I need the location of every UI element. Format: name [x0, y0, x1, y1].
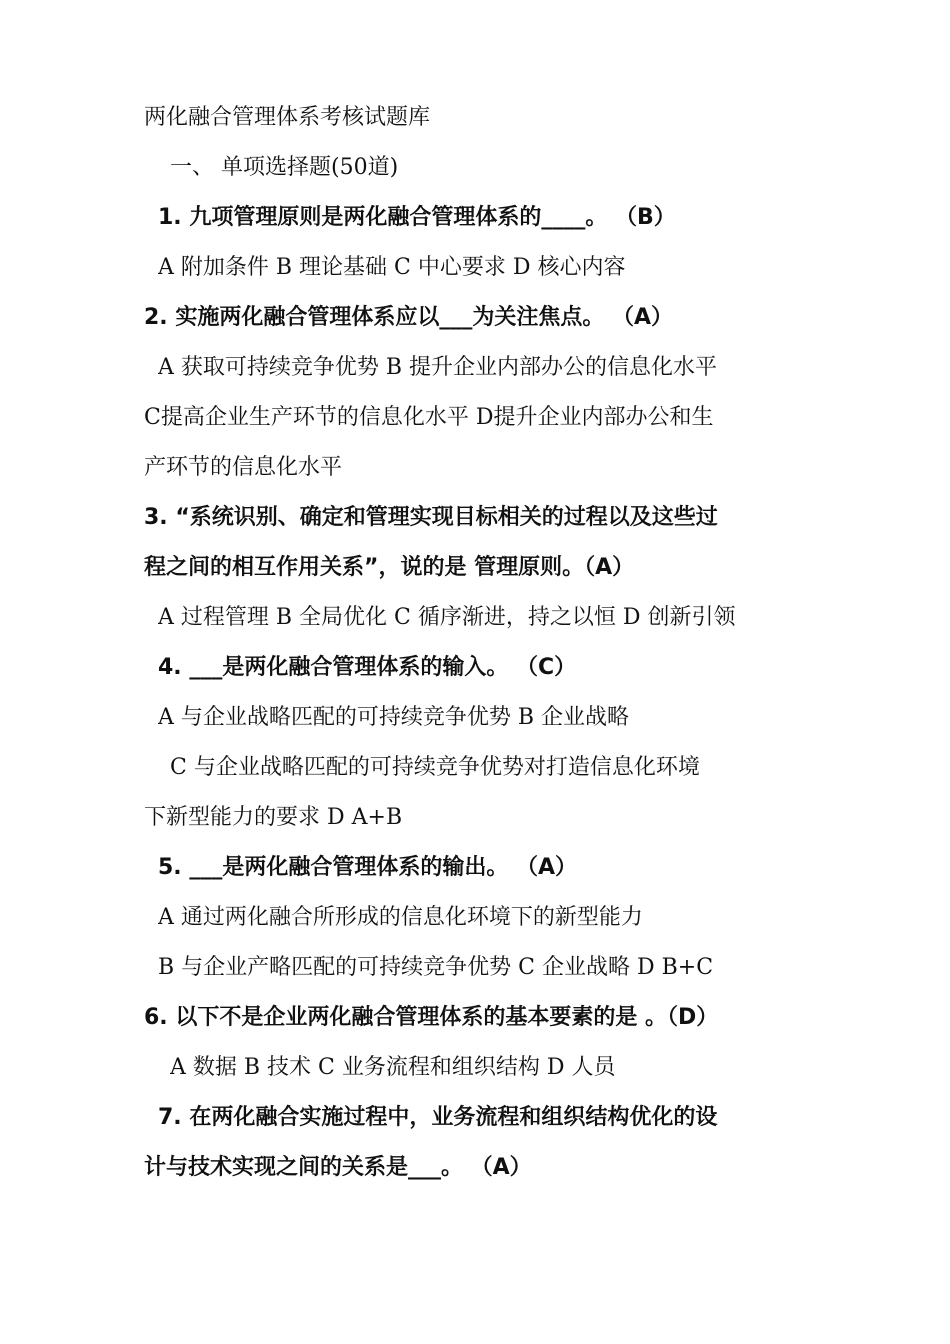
question-6-options: A 数据 B 技术 C 业务流程和组织结构 D 人员	[170, 1055, 616, 1080]
section-heading: 一、 单项选择题(50道)	[170, 155, 399, 180]
question-5-options-line-1: A 通过两化融合所形成的信息化环境下的新型能力	[158, 905, 643, 930]
question-4: 4. ___是两化融合管理体系的输入。 （C）	[158, 655, 577, 680]
question-2-options-line-3: 产环节的信息化水平	[144, 455, 343, 480]
question-3-line-1: 3. “系统识别、确定和管理实现目标相关的过程以及这些过	[144, 505, 718, 530]
question-4-options-line-3: 下新型能力的要求 D A+B	[144, 805, 403, 830]
question-6: 6. 以下不是企业两化融合管理体系的基本要素的是 。（D）	[144, 1005, 719, 1030]
document-title: 两化融合管理体系考核试题库	[144, 105, 431, 130]
question-3-options: A 过程管理 B 全局优化 C 循序渐进，持之以恒 D 创新引领	[158, 605, 736, 630]
question-2-options-line-1: A 获取可持续竞争优势 B 提升企业内部办公的信息化水平	[158, 355, 718, 380]
question-5-options-line-2: B 与企业产略匹配的可持续竞争优势 C 企业战略 D B+C	[158, 955, 714, 980]
question-4-options-line-2: C 与企业战略匹配的可持续竞争优势对打造信息化环境	[170, 755, 700, 780]
question-1: 1. 九项管理原则是两化融合管理体系的____。 （B）	[158, 205, 676, 230]
question-5: 5. ___是两化融合管理体系的输出。 （A）	[158, 855, 578, 880]
question-3-line-2: 程之间的相互作用关系”，说的是 管理原则。（A）	[144, 555, 635, 580]
question-4-options-line-1: A 与企业战略匹配的可持续竞争优势 B 企业战略	[158, 705, 630, 730]
question-1-options: A 附加条件 B 理论基础 C 中心要求 D 核心内容	[158, 255, 626, 280]
question-2-options-line-2: C提高企业生产环节的信息化水平 D提升企业内部办公和生	[144, 405, 714, 430]
question-7-line-2: 计与技术实现之间的关系是___。 （A）	[144, 1155, 532, 1180]
question-7-line-1: 7. 在两化融合实施过程中，业务流程和组织结构优化的设	[158, 1105, 718, 1130]
question-2: 2. 实施两化融合管理体系应以___为关注焦点。 （A）	[144, 305, 674, 330]
